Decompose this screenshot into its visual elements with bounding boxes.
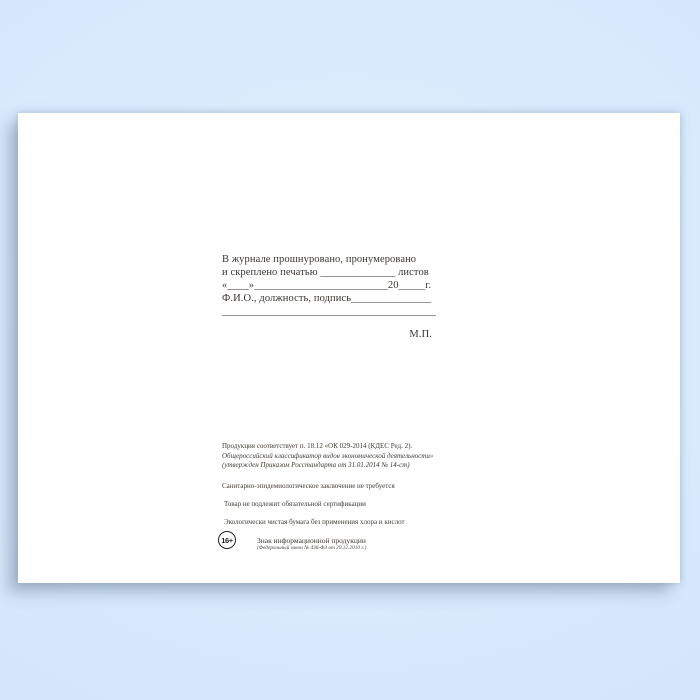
compliance-note bbox=[222, 442, 433, 471]
lacing-stamp-block bbox=[222, 254, 436, 341]
age-mark-law: (Федеральный закон № 436-ФЗ от 29.12.2010 г.) bbox=[257, 545, 367, 551]
age-mark-title: Знак информационной продукции bbox=[257, 536, 366, 545]
compliance-line-3: (утвержден Приказом Росстандарта от 31.01.2014 № 14-ст) bbox=[222, 461, 410, 470]
stamp-line-date: «____»_________________________20_____г. bbox=[222, 279, 432, 291]
stamp-line-sealed: и скреплено печатью ______________ листов bbox=[222, 266, 429, 278]
stamp-line-sewn: В журнале прошнуровано, пронумеровано bbox=[222, 254, 417, 265]
stamp-line-blank: ________________________________________ bbox=[222, 305, 436, 317]
seal-place-mark: М.П. bbox=[409, 328, 432, 340]
age-16-plus-icon: 16+ bbox=[218, 531, 236, 549]
sanitary-note: Санитарно-эпидемиологическое заключение не требуется bbox=[222, 482, 395, 490]
compliance-line-1: Продукция соответствует п. 18.12 «ОК 029-2014 (КДЕС Ред. 2). bbox=[222, 442, 413, 450]
paper-sheet bbox=[18, 113, 680, 583]
compliance-line-2: Общероссийский классификатор видов экономической деятельности» bbox=[222, 451, 434, 460]
stamp-line-signature: Ф.И.О., должность, подпись_______________ bbox=[222, 292, 432, 304]
certification-note: Товар не подлежит обязательной сертификации bbox=[224, 500, 366, 508]
ecology-note: Экологически чистая бумага без применения хлора и кислот bbox=[224, 518, 405, 526]
age-mark-text bbox=[257, 536, 366, 552]
